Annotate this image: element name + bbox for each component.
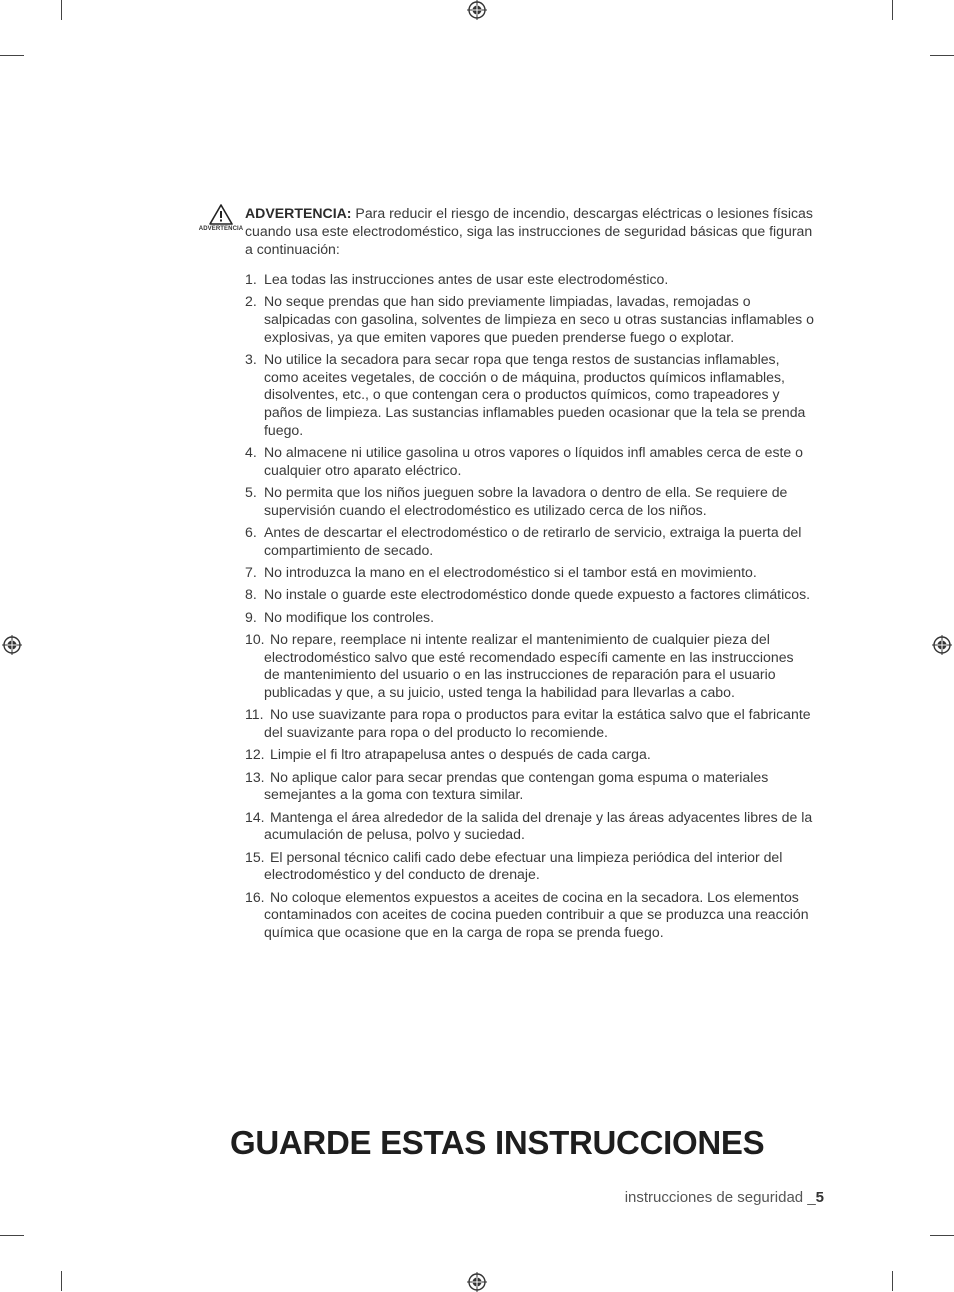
crop-mark xyxy=(930,55,954,56)
page-number: 5 xyxy=(815,1189,824,1206)
list-item-number: 8. xyxy=(245,586,257,603)
list-item-line: disolventes, etc., o que contengan cera o productos químicos, como trapeadores y xyxy=(264,386,780,403)
list-item-number: 12. xyxy=(245,746,265,763)
list-item xyxy=(245,586,830,604)
list-item-number: 14. xyxy=(245,808,265,825)
list-item-line: electrodoméstico salvo que esté recomendado específi camente en las instrucciones xyxy=(264,648,794,665)
list-item-line: No modifique los controles. xyxy=(264,608,434,625)
list-item-line: No instale o guarde este electrodoméstico donde quede expuesto a factores climáticos. xyxy=(264,586,811,603)
list-item-line: Lea todas las instrucciones antes de usar este electrodoméstico. xyxy=(264,271,669,287)
list-item-line: Mantenga el área alrededor de la salida del drenaje y las áreas adyacentes libres de la xyxy=(270,808,813,825)
list-item-line: acumulación de pelusa, polvo y suciedad. xyxy=(264,826,525,843)
list-item-line: Antes de descartar el electrodoméstico o de retirarlo de servicio, extraiga la puerta del xyxy=(264,524,802,541)
list-item-line: paños de limpieza. Las sustancias inflamables pueden ocasionar que la tela se prenda xyxy=(264,404,806,421)
warning-line: a continuación: xyxy=(245,241,340,257)
list-item-line: No seque prendas que han sido previamente limpiadas, lavadas, remojadas o xyxy=(264,293,751,310)
warning-text xyxy=(245,204,826,258)
list-item xyxy=(245,271,830,289)
warning-heading: ADVERTENCIA: xyxy=(245,205,352,221)
list-item-number: 10. xyxy=(245,631,265,647)
list-item-number: 9. xyxy=(245,608,257,625)
list-item-number: 5. xyxy=(245,484,257,501)
list-item-line: No aplique calor para secar prendas que contengan goma espuma o materiales xyxy=(270,768,769,785)
crop-mark xyxy=(892,0,893,20)
warning-icon-label: ADVERTENCIA xyxy=(198,226,244,232)
crop-mark xyxy=(892,1271,893,1291)
list-item xyxy=(245,564,830,582)
crop-mark xyxy=(930,1235,954,1236)
page-footer xyxy=(625,1189,824,1206)
list-item xyxy=(245,609,830,627)
list-item-line: fuego. xyxy=(264,421,304,438)
registration-mark-icon xyxy=(932,635,952,655)
crop-mark xyxy=(0,1235,24,1236)
list-item-line: del suavizante para ropa o del producto lo recomiende. xyxy=(264,724,608,741)
list-item xyxy=(245,889,830,942)
list-item-line: No permita que los niños jueguen sobre la lavadora o dentro de ella. Se requiere de xyxy=(264,484,788,501)
footer-page-prefix: _ xyxy=(807,1189,816,1206)
warning-block xyxy=(196,204,826,258)
list-item-number: 16. xyxy=(245,888,265,905)
warning-line: Para reducir el riesgo de incendio, descargas eléctricas o lesiones físicas xyxy=(355,205,813,221)
list-item-line: No introduzca la mano en el electrodoméstico si el tambor está en movimiento. xyxy=(264,564,757,581)
list-item-line: como aceites vegetales, de cocción o de máquina, productos químicos inflamables, xyxy=(264,368,785,385)
list-item-number: 15. xyxy=(245,848,265,865)
list-item-number: 7. xyxy=(245,564,257,581)
list-item-line: No almacene ni utilice gasolina u otros vapores o líquidos infl amables cerca de este o xyxy=(264,444,803,461)
list-item xyxy=(245,769,830,804)
list-item-line: explosivas, ya que emiten vapores que pueden prenderse fuego o explotar. xyxy=(264,328,735,345)
save-instructions-title: GUARDE ESTAS INSTRUCCIONES xyxy=(230,1124,765,1161)
list-item-number: 1. xyxy=(245,271,257,287)
list-item xyxy=(245,524,830,559)
list-item-line: compartimiento de secado. xyxy=(264,541,434,558)
registration-mark-icon xyxy=(467,0,487,20)
list-item-line: No utilice la secadora para secar ropa que tenga restos de sustancias inflamables, xyxy=(264,351,780,367)
crop-mark xyxy=(61,1271,62,1291)
list-item xyxy=(245,351,830,440)
list-item-line: No coloque elementos expuestos a aceites de cocina en la secadora. Los elementos xyxy=(270,888,799,905)
list-item-line: supervisión cuando el electrodoméstico es utilizado cerca de los niños. xyxy=(264,501,707,518)
list-item-line: cualquier otro aparato eléctrico. xyxy=(264,461,462,478)
list-item-line: No repare, reemplace ni intente realizar el mantenimiento de cualquier pieza del xyxy=(270,631,770,647)
list-item-line: salpicadas con gasolina, solventes de limpieza en seco u otras sustancias inflamables o xyxy=(264,311,814,327)
list-item-line: de mantenimiento del usuario o en las instrucciones de reparación para el usuario xyxy=(264,666,776,683)
list-item-number: 6. xyxy=(245,524,257,541)
list-item-line: publicadas y que, a su juicio, usted tenga la habilidad para llevarlas a cabo. xyxy=(264,684,735,701)
list-item-line: No use suavizante para ropa o productos para evitar la estática salvo que el fabricante xyxy=(270,706,811,723)
list-item xyxy=(245,293,830,346)
list-item-line: química que ocasione que en la carga de ropa se prenda fuego. xyxy=(264,924,664,941)
list-item-number: 11. xyxy=(245,706,264,723)
list-item xyxy=(245,809,830,844)
list-item-line: electrodoméstico y del conducto de drenaje. xyxy=(264,866,540,883)
list-item-line: El personal técnico califi cado debe efectuar una limpieza periódica del interior del xyxy=(270,848,783,865)
safety-instructions-list xyxy=(245,271,830,946)
list-item-number: 13. xyxy=(245,768,265,785)
warning-line: cuando usa este electrodoméstico, siga las instrucciones de seguridad básicas que figuran xyxy=(245,223,813,239)
crop-mark xyxy=(61,0,62,20)
list-item xyxy=(245,746,830,764)
registration-mark-icon xyxy=(2,635,22,655)
warning-badge xyxy=(196,204,246,232)
list-item xyxy=(245,444,830,479)
list-item-number: 2. xyxy=(245,293,257,310)
list-item-line: semejantes a la goma con textura similar. xyxy=(264,786,524,803)
crop-mark xyxy=(0,55,24,56)
list-item-number: 3. xyxy=(245,351,257,367)
list-item xyxy=(245,706,830,741)
list-item xyxy=(245,849,830,884)
warning-triangle-icon xyxy=(209,204,233,225)
list-item xyxy=(245,631,830,702)
registration-mark-icon xyxy=(467,1272,487,1292)
list-item-number: 4. xyxy=(245,444,257,461)
list-item xyxy=(245,484,830,519)
footer-section-name: instrucciones de seguridad xyxy=(624,1189,804,1206)
list-item-line: contaminados con aceites de cocina pueden contribuir a que se produzca una reacción xyxy=(264,906,809,923)
list-item-line: Limpie el fi ltro atrapapelusa antes o después de cada carga. xyxy=(270,746,651,763)
